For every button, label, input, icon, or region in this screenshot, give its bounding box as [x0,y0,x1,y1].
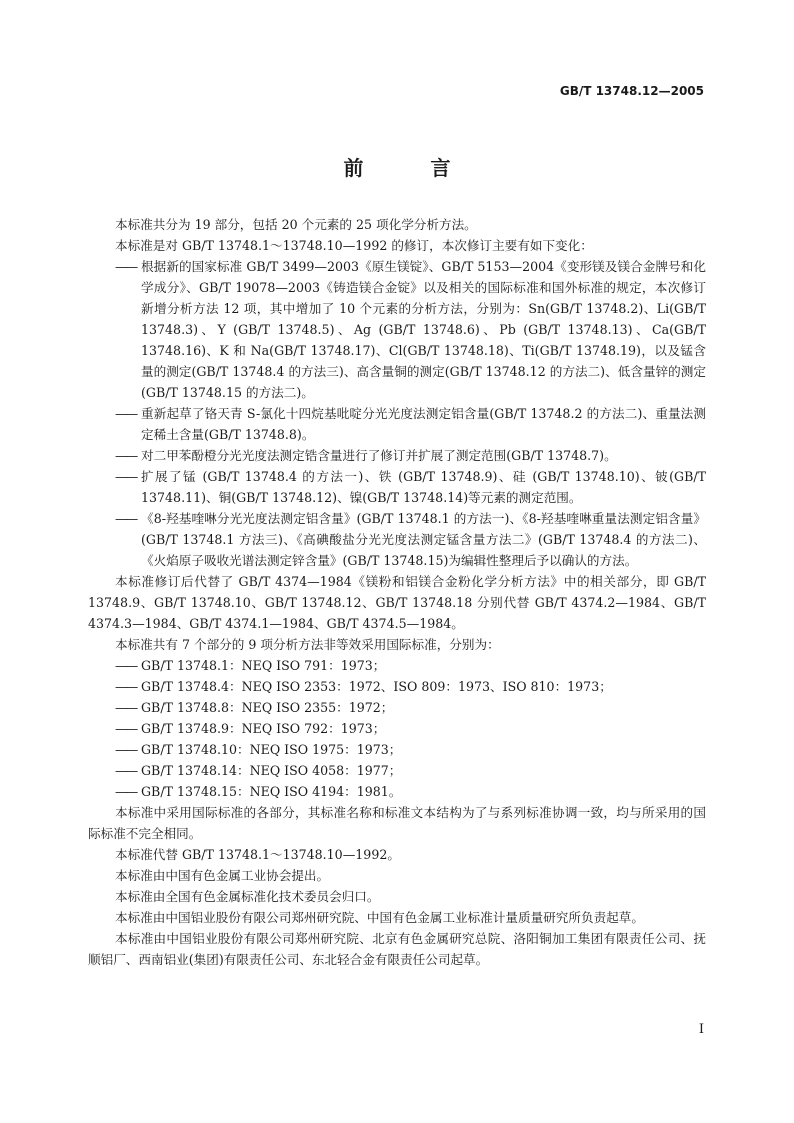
dash-marker: —— [115,700,137,715]
change-item-text: 对二甲苯酚橙分光光度法测定锆含量进行了修订并扩展了测定范围(GB/T 13748.7)。 [141,448,617,463]
paragraph: 本标准是对 GB/T 13748.1～13748.10—1992 的修订，本次修订主要有如下变化： [115,238,593,253]
document-code: GB/T 13748.12—2005 [559,84,704,98]
paragraph: 本标准中采用国际标准的各部分，其标准名称和标准文本结构为了与系列标准协调一致，均与所采用的国际标准不完全相同。 [88,805,706,841]
dash-marker: —— [115,658,137,673]
dash-marker: —— [115,259,137,274]
change-item [88,508,706,571]
change-item [88,466,706,508]
dash-marker: —— [115,784,137,799]
paragraph: 本标准由中国铝业股份有限公司郑州研究院、北京有色金属研究总院、洛阳铜加工集团有限责任公司、抚顺铝厂、西南铝业(集团)有限责任公司、东北轻合金有限责任公司起草。 [88,931,706,967]
dash-marker: —— [115,742,137,757]
paragraph: 本标准共分为 19 部分，包括 20 个元素的 25 项化学分析方法。 [115,217,477,232]
standard-item [88,655,706,676]
standard-item-text: GB/T 13748.14：NEQ ISO 4058：1977； [141,763,402,778]
dash-marker: —— [115,679,137,694]
change-item-text: 根据新的国家标准 GB/T 3499—2003《原生镁锭》、GB/T 5153—2004《变形镁及镁合金牌号和化学成分》、GB/T 19078—2003《铸造镁合金锭》以及相关的国际标准和国外标准的规定，本次修订新增分析方法 12 项，其中增加了 10 个元素的分析方法，分别为：Sn(GB/T 13748.2)、Li(GB/T 13748.3)、Y (GB/T 13748.5)、Ag (GB/T 13748.6)、Pb (GB/T 13748.13)、Ca(GB/T 13748.16)、K 和 Na(GB/T 13748.17)、Cl(GB/T 13748.18)、Ti(GB/T 13748.19)，以及锰含量的测定(GB/T 13748.4 的方法三)、高含量铜的测定(GB/T 13748.12 的方法二)、低含量锌的测定(GB/T 13748.15 的方法二)。 [141,259,706,400]
standard-item [88,718,706,739]
standard-item [88,697,706,718]
standard-item [88,781,706,802]
dash-marker: —— [115,763,137,778]
standard-item [88,676,706,697]
standard-item-text: GB/T 13748.8：NEQ ISO 2355：1972； [141,700,394,715]
change-item [88,403,706,445]
paragraph: 本标准由全国有色金属标准化技术委员会归口。 [115,889,380,904]
standard-item-text: GB/T 13748.4：NEQ ISO 2353：1972、ISO 809：1973、ISO 810：1973； [141,679,612,694]
paragraph: 本标准由中国有色金属工业协会提出。 [115,868,330,883]
standard-item-text: GB/T 13748.1：NEQ ISO 791：1973； [141,658,386,673]
dash-marker: —— [115,406,137,421]
paragraph: 本标准修订后代替了 GB/T 4374—1984《镁粉和铝镁合金粉化学分析方法》中的相关部分，即 GB/T 13748.9、GB/T 13748.10、GB/T 13748.12、GB/T 13748.18 分别代替 GB/T 4374.2—1984、GB/T 4374.3—1984、GB/T 4374.1—1984、GB/T 4374.5—1984。 [88,574,706,631]
standard-item-text: GB/T 13748.15：NEQ ISO 4194：1981。 [141,784,402,799]
paragraph: 本标准由中国铝业股份有限公司郑州研究院、中国有色金属工业标准计量质量研究所负责起草。 [115,910,644,925]
dash-marker: —— [115,469,137,484]
foreword-body [88,214,706,970]
change-item [88,256,706,403]
dash-marker: —— [115,721,137,736]
dash-marker: —— [115,511,137,526]
change-item [88,445,706,466]
standard-item [88,739,706,760]
standard-item-text: GB/T 13748.10：NEQ ISO 1975：1973； [141,742,402,757]
paragraph: 本标准共有 7 个部分的 9 项分析方法非等效采用国际标准，分别为： [115,637,500,652]
page-title: 前 言 [343,156,481,180]
standard-item-text: GB/T 13748.9：NEQ ISO 792：1973； [141,721,386,736]
standard-item [88,760,706,781]
paragraph: 本标准代替 GB/T 13748.1～13748.10—1992。 [115,847,400,862]
dash-marker: —— [115,448,137,463]
change-item-text: 《8-羟基喹啉分光光度法测定铝含量》(GB/T 13748.1 的方法一)、《8-羟基喹啉重量法测定铝含量》(GB/T 13748.1 方法三)、《高碘酸盐分光光度法测定锰含量方法二》(GB/T 13748.4 的方法二)、《火焰原子吸收光谱法测定锌含量》(GB/T 13748.15)为编辑性整理后予以确认的方法。 [141,511,706,568]
change-item-text: 重新起草了铬天青 S-氯化十四烷基吡啶分光光度法测定铝含量(GB/T 13748.2 的方法二)、重量法测定稀土含量(GB/T 13748.8)。 [141,406,706,442]
change-item-text: 扩展了锰 (GB/T 13748.4 的方法一)、铁 (GB/T 13748.9)、硅 (GB/T 13748.10)、铍(GB/T 13748.11)、铜(GB/T 13748.12)、镍(GB/T 13748.14)等元素的测定范围。 [141,469,706,505]
page-number: I [698,1022,704,1037]
